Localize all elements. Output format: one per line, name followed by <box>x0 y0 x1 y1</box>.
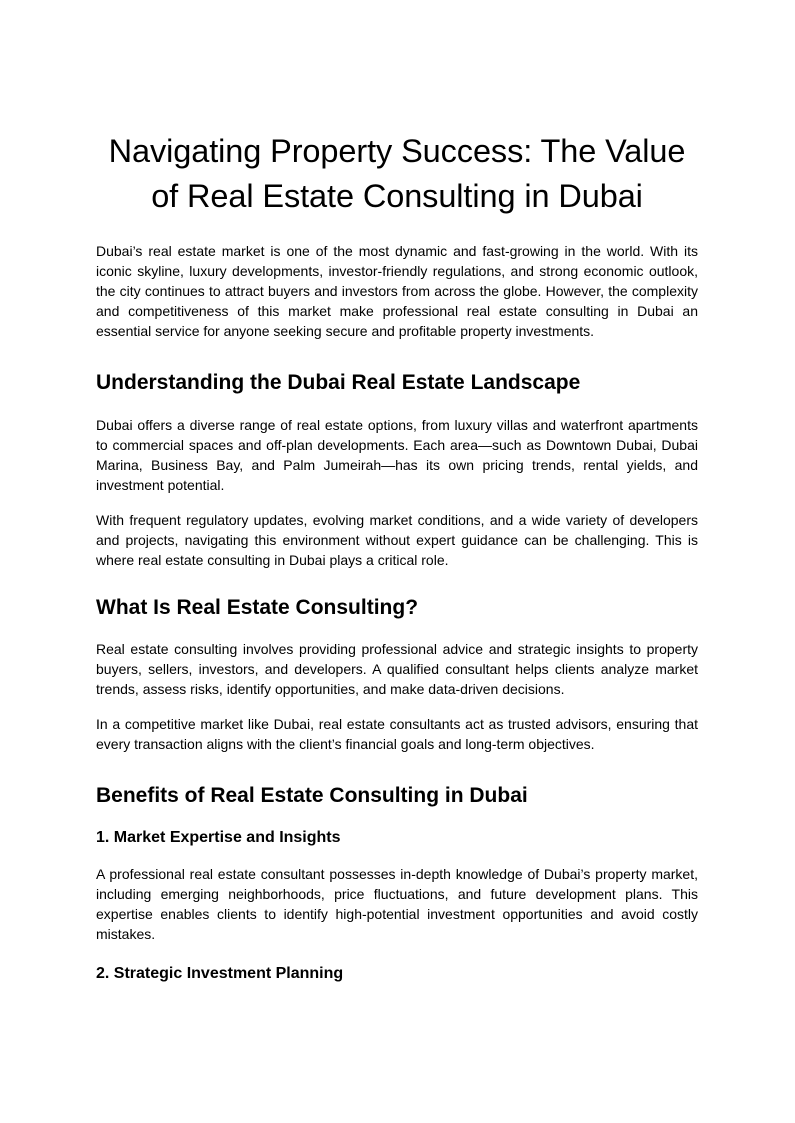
section-heading-benefits: Benefits of Real Estate Consulting in Dubai <box>96 784 528 807</box>
document-title: Navigating Property Success: The Value of Real Estate Consulting in Dubai <box>108 133 686 214</box>
landscape-paragraph-1: Dubai offers a diverse range of real estate options, from luxury villas and waterfront apartments to commercial spaces and off-plan developments. Each area—such as Downtown Dubai, Dubai Marina, Business Bay, and Palm Jumeirah—has its own pricing trends, rental yields, and investment potential. <box>96 417 698 493</box>
market-expertise-paragraph: A professional real estate consultant possesses in-depth knowledge of Dubai’s property market, including emerging neighborhoods, price fluctuations, and future development plans. This expertise enables clients to identify high-potential investment opportunities and avoid costly mistakes. <box>96 866 698 942</box>
landscape-paragraph-2: With frequent regulatory updates, evolving market conditions, and a wide variety of developers and projects, navigating this environment without expert guidance can be challenging. This is where real estate consulting in Dubai plays a critical role. <box>96 512 698 568</box>
section-heading-landscape: Understanding the Dubai Real Estate Landscape <box>96 371 581 394</box>
subheading-strategic-planning: 2. Strategic Investment Planning <box>96 965 344 982</box>
subheading-market-expertise: 1. Market Expertise and Insights <box>96 829 341 846</box>
consulting-paragraph-1: Real estate consulting involves providing professional advice and strategic insights to property buyers, sellers, investors, and developers. A qualified consultant helps clients analyze market trends, assess risks, identify opportunities, and make data-driven decisions. <box>96 641 698 697</box>
consulting-paragraph-2: In a competitive market like Dubai, real estate consultants act as trusted advisors, ensuring that every transaction aligns with the client’s financial goals and long-term objectives. <box>96 716 698 752</box>
intro-paragraph: Dubai’s real estate market is one of the most dynamic and fast-growing in the world. With its iconic skyline, luxury developments, investor-friendly regulations, and strong economic outlook, the city continues to attract buyers and investors from across the globe. However, the complexity and competitiveness of this market make professional real estate consulting in Dubai an essential service for anyone seeking secure and profitable property investments. <box>96 243 698 339</box>
section-heading-what-is-consulting: What Is Real Estate Consulting? <box>96 596 419 619</box>
